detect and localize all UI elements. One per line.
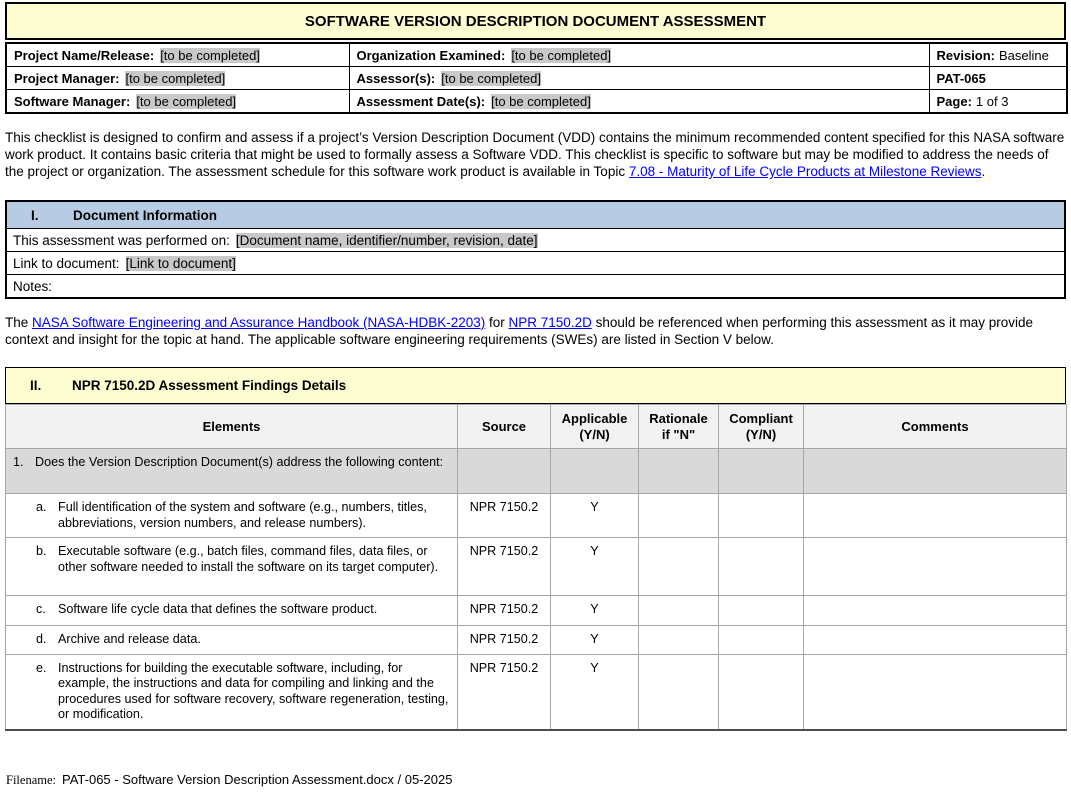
rationale-cell[interactable] [639, 494, 719, 538]
source-cell: NPR 7150.2 [458, 626, 551, 655]
document-name-field[interactable]: [Document name, identifier/number, revision, date] [235, 232, 538, 248]
notes-row [6, 275, 1065, 299]
project-name-field[interactable]: [to be completed] [160, 47, 260, 63]
rationale-cell [639, 449, 719, 494]
table-row-e [6, 654, 1067, 730]
row-number: b. [36, 544, 47, 558]
assessment-dates-field[interactable]: [to be completed] [491, 93, 591, 109]
page-label: Page: [936, 93, 972, 109]
page-value: 1 of 3 [975, 93, 1009, 109]
project-name-cell [6, 43, 349, 67]
row-number: c. [36, 602, 46, 616]
rationale-cell[interactable] [639, 626, 719, 655]
software-manager-label: Software Manager: [14, 93, 131, 109]
table-row-c [6, 596, 1067, 626]
organization-field[interactable]: [to be completed] [511, 47, 612, 63]
reference-prefix: The [5, 315, 33, 330]
rationale-cell[interactable] [639, 654, 719, 730]
document-title-bar [5, 2, 1066, 40]
applicable-cell: Y [551, 494, 639, 538]
pat-number-cell [929, 67, 1067, 90]
source-cell: NPR 7150.2 [458, 654, 551, 730]
row-text: Does the Version Description Document(s) address the following content: [35, 455, 444, 469]
assessment-dates-cell [349, 90, 929, 114]
applicable-cell: Y [551, 626, 639, 655]
notes-label: Notes: [13, 278, 53, 294]
revision-cell [929, 43, 1067, 67]
rationale-cell[interactable] [639, 538, 719, 596]
elements-cell [6, 449, 458, 494]
column-header-source: Source [458, 405, 551, 449]
comments-cell[interactable] [804, 654, 1067, 730]
row-text: Instructions for building the executable software, including, for example, the instructions and data for compiling and linking and the procedures used for software recovery, software regeneration, testing, or modification. [58, 660, 449, 721]
handbook-link[interactable]: NASA Software Engineering and Assurance Handbook (NASA-HDBK-2203) [32, 315, 486, 330]
organization-cell [349, 43, 929, 67]
section2-title: NPR 7150.2D Assessment Findings Details [72, 378, 347, 393]
table-row-1 [6, 449, 1067, 494]
section1-header [6, 201, 1065, 229]
elements-cell [6, 654, 458, 730]
table-row-b [6, 538, 1067, 596]
topic-708-link[interactable]: 7.08 - Maturity of Life Cycle Products at Milestone Reviews [628, 164, 982, 179]
elements-cell [6, 626, 458, 655]
table-row-a [6, 494, 1067, 538]
filename-value: PAT-065 - Software Version Description Assessment.docx / 05-2025 [62, 771, 453, 787]
section1-title: Document Information [73, 207, 217, 223]
applicable-cell: Y [551, 538, 639, 596]
row-number: e. [36, 660, 47, 675]
reference-paragraph [5, 314, 1066, 348]
comments-cell[interactable] [804, 596, 1067, 626]
row-text: Executable software (e.g., batch files, command files, data files, or other software needed to install the software on its target computer). [58, 544, 439, 574]
info-header-table [5, 42, 1068, 114]
notes-cell[interactable] [6, 275, 1065, 299]
compliant-cell[interactable] [719, 654, 804, 730]
comments-cell [804, 449, 1067, 494]
reference-mid: for [485, 315, 509, 330]
project-manager-field[interactable]: [to be completed] [125, 70, 226, 86]
reference-tail: should be referenced when performing this assessment as it may provide context and insight for the topic at hand. The applicable software engineering requirements (SWEs) are listed in Section V below. [5, 315, 1034, 347]
page-title: SOFTWARE VERSION DESCRIPTION DOCUMENT ASSESSMENT [304, 12, 767, 30]
assessors-cell [349, 67, 929, 90]
project-manager-label: Project Manager: [14, 70, 120, 86]
source-cell: NPR 7150.2 [458, 596, 551, 626]
revision-value: Baseline [999, 47, 1049, 63]
intro-text: This checklist is designed to confirm and assess if a project’s Version Description Document (VDD) contains the minimum recommended content specified for this NASA software work product. It contains basic criteria that might be used to formally assess a Software VDD. This checklist is specific to software but may be modified to address the needs of the project or organization. The assessment schedule for this software work product is available in Topic [5, 130, 1065, 179]
row-text: Full identification of the system and software (e.g., numbers, titles, abbreviations, version numbers, and release numbers). [58, 500, 427, 530]
row-text: Software life cycle data that defines the software product. [58, 602, 378, 616]
compliant-cell[interactable] [719, 596, 804, 626]
revision-label: Revision: [936, 47, 996, 63]
elements-cell [6, 494, 458, 538]
link-to-document-cell [6, 252, 1065, 275]
project-name-label: Project Name/Release: [14, 47, 155, 63]
elements-cell [6, 596, 458, 626]
section2-header [5, 367, 1066, 404]
intro-paragraph [5, 129, 1066, 180]
assessment-dates-label: Assessment Date(s): [356, 93, 486, 109]
project-manager-cell [6, 67, 349, 90]
row-number: d. [36, 632, 47, 646]
table-row-d [6, 626, 1067, 655]
applicable-cell: Y [551, 596, 639, 626]
page-number-cell [929, 90, 1067, 114]
section1-number: I. [31, 207, 39, 223]
info-row-3 [6, 90, 1067, 114]
column-header-applicable: Applicable (Y/N) [551, 405, 639, 449]
row-number: a. [36, 500, 47, 514]
row-number: 1. [13, 455, 24, 469]
findings-header-row [6, 405, 1067, 449]
assessors-label: Assessor(s): [356, 70, 436, 86]
assessment-performed-label: This assessment was performed on: [13, 232, 230, 248]
link-to-document-field[interactable]: [Link to document] [125, 255, 236, 271]
comments-cell[interactable] [804, 494, 1067, 538]
rationale-cell[interactable] [639, 596, 719, 626]
assessment-performed-cell [6, 229, 1065, 252]
column-header-comments: Comments [804, 405, 1067, 449]
info-row-1 [6, 43, 1067, 67]
compliant-cell[interactable] [719, 494, 804, 538]
organization-label: Organization Examined: [356, 47, 506, 63]
compliant-cell [719, 449, 804, 494]
column-header-compliant: Compliant (Y/N) [719, 405, 804, 449]
footer [5, 772, 1066, 788]
npr-7150-link[interactable]: NPR 7150.2D [508, 315, 592, 330]
pat-number: PAT-065 [936, 70, 986, 86]
software-manager-field[interactable]: [to be completed] [136, 93, 237, 109]
findings-table [5, 404, 1067, 731]
source-cell: NPR 7150.2 [458, 538, 551, 596]
assessment-performed-row [6, 229, 1065, 252]
source-cell: NPR 7150.2 [458, 494, 551, 538]
section2-number: II. [30, 378, 42, 393]
comments-cell[interactable] [804, 626, 1067, 655]
section1-header-row [6, 201, 1065, 229]
row-text: Archive and release data. [58, 632, 201, 646]
assessors-field[interactable]: [to be completed] [441, 70, 541, 86]
intro-period: . [981, 164, 986, 179]
column-header-elements: Elements [6, 405, 458, 449]
software-manager-cell [6, 90, 349, 114]
comments-cell[interactable] [804, 538, 1067, 596]
document-information-table [5, 200, 1066, 299]
info-row-2 [6, 67, 1067, 90]
compliant-cell[interactable] [719, 626, 804, 655]
filename-label: Filename: [6, 772, 56, 787]
column-header-rationale: Rationale if "N" [639, 405, 719, 449]
link-to-document-label: Link to document: [13, 255, 120, 271]
elements-cell [6, 538, 458, 596]
compliant-cell[interactable] [719, 538, 804, 596]
applicable-cell [551, 449, 639, 494]
applicable-cell: Y [551, 654, 639, 730]
link-to-document-row [6, 252, 1065, 275]
source-cell [458, 449, 551, 494]
